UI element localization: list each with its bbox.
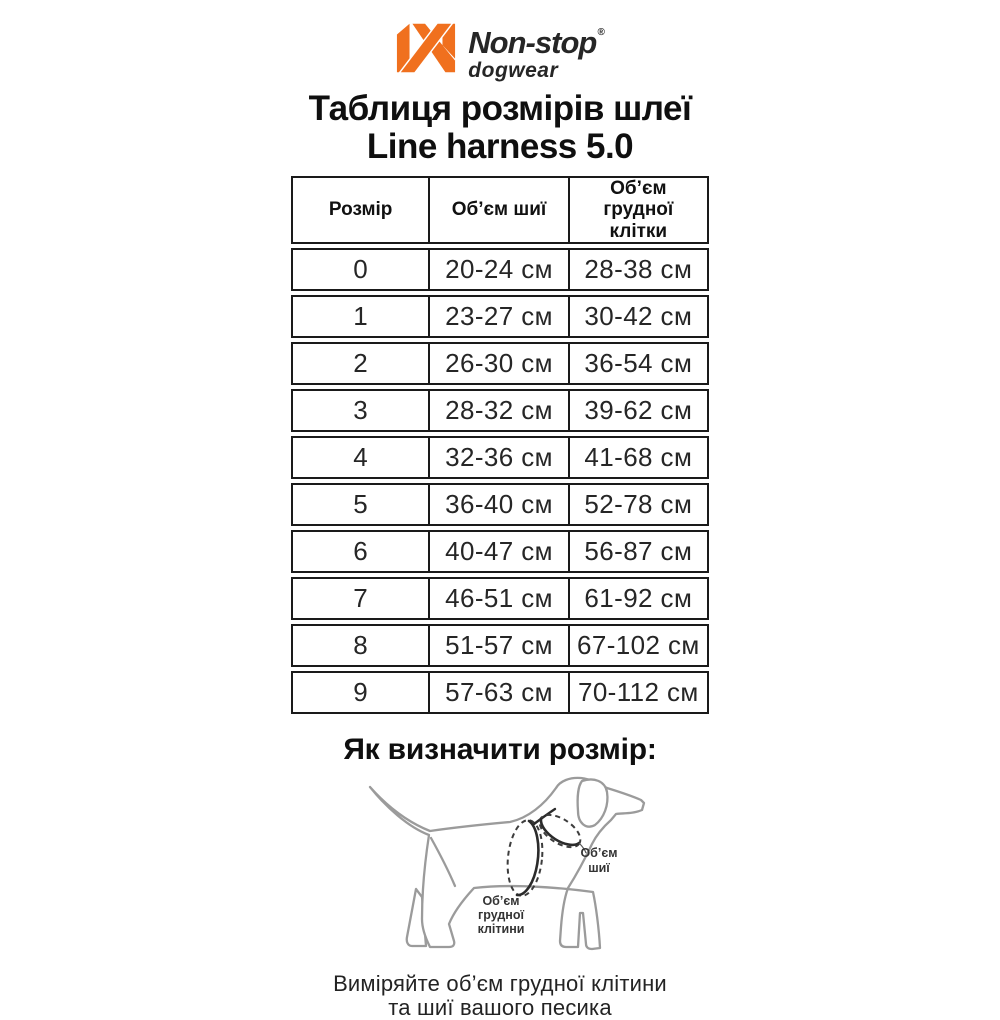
size-table-row — [291, 342, 709, 385]
page-title-line1: Таблиця розмірів шлеї — [308, 89, 692, 128]
size-table-row — [291, 295, 709, 338]
size-cell-chest: 30-42 см — [570, 295, 709, 338]
size-cell-chest: 41-68 см — [570, 436, 709, 479]
brand-logo — [0, 0, 1000, 81]
size-table-row — [291, 389, 709, 432]
size-cell-chest: 67-102 см — [570, 624, 709, 667]
size-cell-neck: 46-51 см — [430, 577, 569, 620]
size-table — [291, 172, 709, 718]
size-cell-neck: 40-47 см — [430, 530, 569, 573]
measure-instruction-line1: Виміряйте об’єм грудної клітини — [333, 970, 667, 996]
size-cell-size: 5 — [291, 483, 430, 526]
brand-name — [468, 27, 604, 58]
size-cell-chest: 36-54 см — [570, 342, 709, 385]
size-cell-chest: 70-112 см — [570, 671, 709, 714]
size-cell-neck: 57-63 см — [430, 671, 569, 714]
dog-measurement-diagram — [350, 771, 670, 971]
nonstop-dogwear-logo-icon — [395, 18, 457, 78]
chest-volume-label-line3: клітини — [477, 921, 525, 936]
size-cell-chest: 39-62 см — [570, 389, 709, 432]
brand-logo-text — [468, 18, 604, 81]
size-cell-neck: 36-40 см — [430, 483, 569, 526]
size-cell-neck: 51-57 см — [430, 624, 569, 667]
size-table-body — [291, 248, 709, 714]
size-cell-size: 7 — [291, 577, 430, 620]
size-table-row — [291, 436, 709, 479]
page-title — [0, 90, 1000, 166]
howto-heading: Як визначити розмір: — [343, 732, 657, 766]
dog-illustration — [350, 771, 670, 971]
size-cell-chest: 61-92 см — [570, 577, 709, 620]
header-chest: Об’єм грудної клітки — [570, 176, 709, 244]
neck-volume-label-line1: Об’єм — [580, 845, 618, 860]
size-table-header-row — [291, 176, 709, 244]
size-cell-neck: 28-32 см — [430, 389, 569, 432]
measure-instruction-line2: та шиї вашого песика — [388, 994, 612, 1020]
registered-mark: ® — [597, 27, 605, 38]
size-cell-size: 2 — [291, 342, 430, 385]
measure-instruction — [0, 972, 1000, 1020]
size-cell-size: 4 — [291, 436, 430, 479]
header-neck: Об’єм шиї — [430, 176, 569, 244]
size-cell-neck: 32-36 см — [430, 436, 569, 479]
size-table-row — [291, 248, 709, 291]
size-table-row — [291, 577, 709, 620]
page-title-line2: Line harness 5.0 — [366, 127, 634, 166]
size-cell-size: 9 — [291, 671, 430, 714]
size-cell-neck: 26-30 см — [430, 342, 569, 385]
size-cell-chest: 52-78 см — [570, 483, 709, 526]
size-cell-neck: 23-27 см — [430, 295, 569, 338]
size-table-row — [291, 671, 709, 714]
size-cell-chest: 28-38 см — [570, 248, 709, 291]
size-cell-size: 0 — [291, 248, 430, 291]
brand-subname: dogwear — [468, 59, 559, 82]
size-table-row — [291, 530, 709, 573]
size-cell-neck: 20-24 см — [430, 248, 569, 291]
size-cell-size: 1 — [291, 295, 430, 338]
size-cell-size: 8 — [291, 624, 430, 667]
header-size: Розмір — [291, 176, 430, 244]
brand-name-text: Non-stop — [468, 25, 597, 60]
size-cell-chest: 56-87 см — [570, 530, 709, 573]
size-cell-size: 6 — [291, 530, 430, 573]
size-table-header — [291, 176, 709, 244]
size-table-row — [291, 483, 709, 526]
size-table-row — [291, 624, 709, 667]
chest-volume-label-line1: Об’єм — [482, 893, 520, 908]
neck-volume-label-line2: шиї — [588, 860, 610, 875]
size-cell-size: 3 — [291, 389, 430, 432]
chest-volume-label-line2: грудної — [478, 907, 524, 922]
